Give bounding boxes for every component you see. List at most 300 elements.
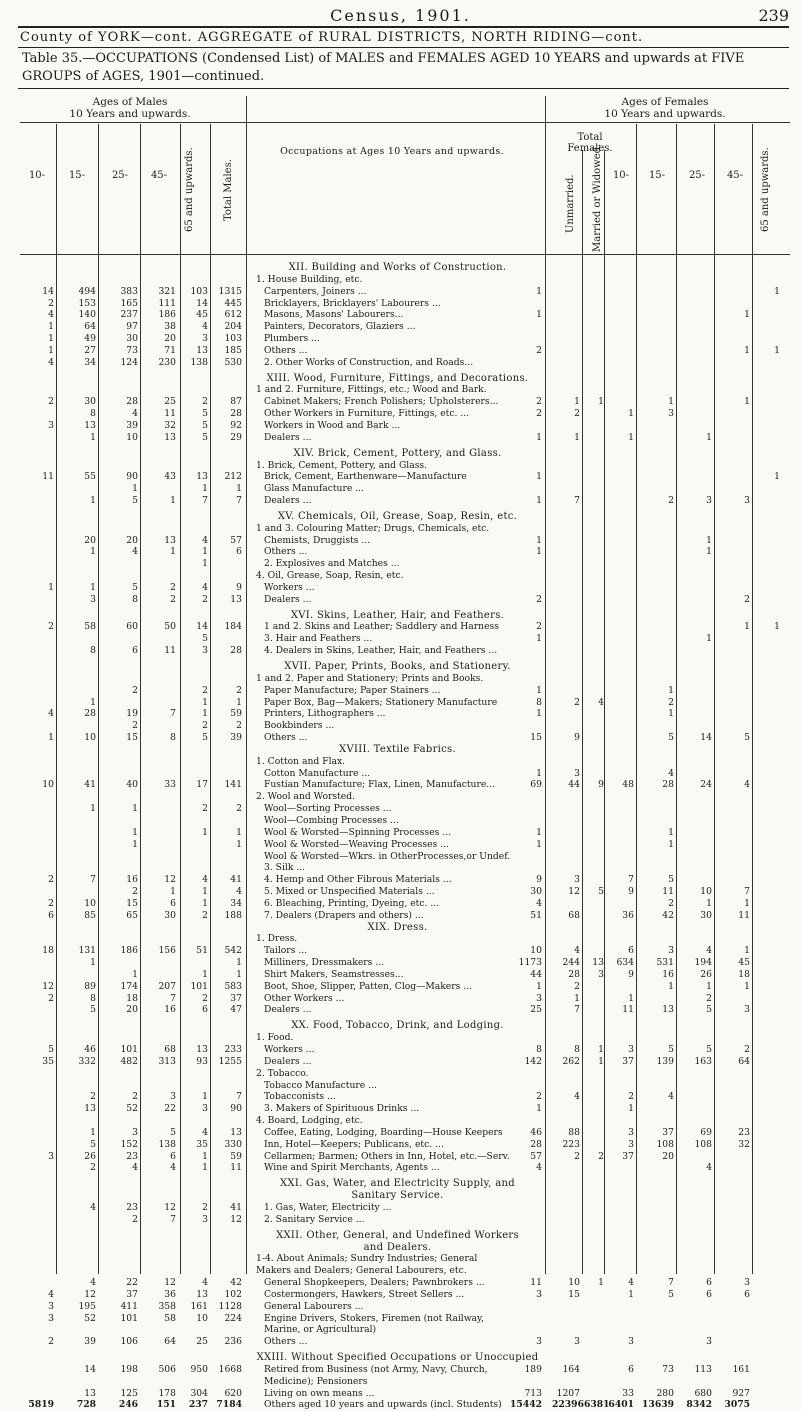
male-age-value: 1	[132, 838, 138, 850]
occupation-label: Others aged 10 years and upwards (incl. Students)	[264, 1399, 502, 1411]
male-age-value: 5	[202, 431, 208, 443]
married-widowed-value: 2	[598, 1150, 604, 1162]
male-age-value: 3	[202, 645, 208, 657]
male-age-value: 2	[202, 593, 208, 605]
total-females-value: 1	[536, 285, 542, 297]
subsection-row	[0, 460, 801, 472]
table-row	[0, 309, 801, 321]
total-females-value: 1	[536, 838, 542, 850]
male-age-value: 13	[84, 419, 96, 431]
male-age-value: 728	[76, 1399, 96, 1411]
table-row	[0, 1044, 801, 1056]
occupation-label: Workers in Wood and Bark ...	[264, 419, 401, 431]
occupation-label: Others ...	[264, 546, 308, 558]
unmarried-value: 3	[574, 767, 580, 779]
female-age-value: 108	[694, 1138, 712, 1150]
female-age-value: 139	[656, 1055, 674, 1067]
male-age-value: 12	[164, 1277, 176, 1289]
occupation-label: Bookbinders ...	[264, 720, 335, 732]
female-age-value: 113	[694, 1363, 712, 1375]
occupation-label: Dealers ...	[264, 431, 312, 443]
table-row	[0, 874, 801, 886]
page-title: Census, 1901.	[330, 6, 471, 25]
unmarried-value: 22396	[552, 1399, 584, 1411]
female-age-value: 4	[706, 1162, 712, 1174]
unmarried-value: 68	[568, 909, 580, 921]
male-age-value: 68	[164, 1044, 176, 1055]
female-age-value: 69	[700, 1126, 712, 1138]
male-age-value: 37	[126, 1288, 138, 1300]
occupation-label: 1 and 3. Colouring Matter; Drugs, Chemicals, etc.	[256, 522, 490, 534]
occupation-label: Boot, Shoe, Slipper, Patten, Clog—Makers ...	[264, 980, 473, 992]
married-widowed-value: 4	[598, 696, 604, 708]
total-females-value: 2	[536, 1091, 542, 1103]
page-number: 239	[758, 6, 789, 25]
male-age-value: 34	[84, 356, 96, 368]
female-age-value: 4	[744, 779, 750, 791]
occupation-label: 4. Board, Lodging, etc.	[256, 1115, 363, 1127]
table-row	[0, 685, 801, 697]
total-males-value: 103	[224, 333, 242, 345]
subsection-row	[0, 1265, 801, 1277]
male-age-value: 1	[132, 968, 138, 980]
table-row	[0, 345, 801, 357]
total-males-value: 1	[236, 957, 242, 969]
male-age-value: 1	[90, 696, 96, 708]
male-age-value: 4	[48, 309, 54, 321]
female-age-value: 6	[628, 945, 634, 957]
male-age-value: 7	[170, 992, 176, 1004]
total-females-value: 1	[536, 767, 542, 779]
occupation-label: Others ...	[264, 1336, 308, 1348]
table-row	[0, 286, 801, 298]
female-age-value: 2	[706, 992, 712, 1004]
male-age-value: 14	[196, 297, 208, 309]
occupation-label: 1. House Building, etc.	[256, 273, 363, 285]
unmarried-value: 15	[568, 1288, 580, 1300]
male-age-value: 58	[164, 1312, 176, 1324]
unmarried-value: 262	[562, 1055, 580, 1067]
table-row	[0, 1289, 801, 1301]
total-males-value: 1	[236, 968, 242, 980]
male-age-value: 7	[170, 708, 176, 720]
occupation-label: 6. Bleaching, Printing, Dyeing, etc. ...	[264, 897, 440, 909]
section-heading-row	[0, 1178, 801, 1190]
male-age-value: 5	[90, 1138, 96, 1150]
total-males-value: 41	[230, 874, 242, 886]
male-age-value: 6	[170, 897, 176, 909]
unmarried-value: 3	[574, 1336, 580, 1348]
female-age-value: 32	[738, 1138, 750, 1150]
male-age-value: 1	[90, 581, 96, 593]
occupation-label: XX. Food, Tobacco, Drink, and Lodging.	[291, 1020, 504, 1032]
section-heading-row	[0, 511, 801, 523]
male-age-value: 195	[78, 1300, 96, 1312]
female-age-value: 161	[732, 1363, 750, 1375]
occupation-label: XXII. Other, General, and Undefined Workers	[276, 1229, 519, 1241]
male-age-value: 20	[164, 333, 176, 345]
male-age-value: 10	[42, 779, 54, 791]
female-age-value: 5	[744, 732, 750, 744]
total-males-value: 6	[236, 546, 242, 558]
occupation-label: Wine and Spirit Merchants, Agents ...	[264, 1162, 440, 1174]
male-age-value: 3	[132, 1126, 138, 1138]
occupation-label: Living on own means ...	[264, 1387, 375, 1399]
unmarried-value: 2	[574, 696, 580, 708]
male-age-value: 482	[120, 1055, 138, 1067]
subsection-row	[0, 1068, 801, 1080]
female-age-value: 7	[668, 1277, 674, 1289]
male-age-value: 1	[90, 803, 96, 815]
total-males-value: 185	[224, 344, 242, 356]
female-age-value: 42	[662, 909, 674, 921]
total-males-value: 34	[230, 897, 242, 909]
occupation-label: Costermongers, Hawkers, Street Sellers ...	[264, 1288, 465, 1300]
table-row	[0, 839, 801, 851]
male-age-value: 321	[158, 285, 176, 297]
occupation-label: Fustian Manufacture; Flax, Linen, Manufacture...	[264, 779, 496, 791]
subsection-row	[0, 933, 801, 945]
total-males-value: 1315	[218, 285, 242, 297]
male-age-value: 8	[90, 992, 96, 1004]
male-age-value: 43	[164, 471, 176, 483]
male-age-value: 22	[164, 1103, 176, 1115]
female-age-value: 1	[744, 344, 750, 356]
male-age-value: 3	[170, 1091, 176, 1103]
male-age-value: 51	[196, 945, 208, 957]
female-age-col-3: 25-	[688, 170, 706, 181]
table-row	[0, 1364, 801, 1376]
unmarried-value: 1207	[556, 1387, 580, 1399]
total-males-value: 9	[236, 581, 242, 593]
female-age-value: 3	[706, 1336, 712, 1348]
table-row	[0, 1056, 801, 1068]
table-row	[0, 408, 801, 420]
occupation-label: Medicine); Pensioners	[264, 1375, 368, 1387]
total-females-value: 11	[530, 1277, 542, 1289]
unmarried-value: 7	[574, 495, 580, 507]
unmarried-value: 223	[562, 1138, 580, 1150]
table-row	[0, 645, 801, 657]
female-age-value: 24	[700, 779, 712, 791]
total-males-value: 7	[236, 1091, 242, 1103]
female-age-value: 16	[662, 968, 674, 980]
female-age-value: 5	[706, 1004, 712, 1016]
total-males-value: 28	[230, 645, 242, 657]
female-age-value: 5	[668, 1044, 674, 1055]
male-age-value: 46	[84, 1044, 96, 1055]
total-females-value: 28	[530, 1138, 542, 1150]
female-age-value: 7	[744, 886, 750, 898]
male-age-value: 3	[202, 333, 208, 345]
male-age-value: 1	[90, 495, 96, 507]
occupation-label: Others ...	[264, 344, 308, 356]
male-age-value: 1	[90, 957, 96, 969]
male-age-value: 2	[132, 886, 138, 898]
female-age-value: 4	[668, 1091, 674, 1103]
table-row	[0, 969, 801, 981]
total-females-value: 1	[536, 471, 542, 483]
total-females-value: 3	[536, 1336, 542, 1348]
subsection-row	[0, 756, 801, 768]
table-row	[0, 594, 801, 606]
male-age-value: 1	[132, 803, 138, 815]
male-age-value: 186	[158, 309, 176, 321]
male-age-value: 7	[170, 1213, 176, 1225]
total-males-value: 59	[230, 708, 242, 720]
total-males-value: 42	[230, 1277, 242, 1289]
male-age-value: 28	[126, 396, 138, 408]
male-age-value: 16	[126, 874, 138, 886]
female-age-value: 20	[662, 1150, 674, 1162]
male-age-value: 8	[90, 408, 96, 420]
table-row	[0, 1004, 801, 1016]
male-age-value: 2	[132, 684, 138, 696]
male-age-value: 304	[190, 1387, 208, 1399]
male-age-value: 1	[132, 826, 138, 838]
female-age-value: 2	[628, 1091, 634, 1103]
total-males-value: 1	[236, 838, 242, 850]
section-heading-row	[0, 1190, 801, 1202]
table-row	[0, 862, 801, 874]
section-heading-row	[0, 661, 801, 673]
female-age-value: 45	[738, 957, 750, 969]
male-age-col-2: 15-	[68, 170, 86, 181]
female-age-value: 1	[706, 633, 712, 645]
male-age-value: 103	[190, 285, 208, 297]
male-age-value: 8	[170, 732, 176, 744]
male-age-value: 5	[132, 581, 138, 593]
unmarried-value: 10	[568, 1277, 580, 1289]
total-females-value: 4	[536, 1162, 542, 1174]
unmarried-value: 4	[574, 945, 580, 957]
male-age-value: 14	[196, 621, 208, 633]
male-age-value: 383	[120, 285, 138, 297]
female-age-value: 3	[628, 1044, 634, 1055]
female-age-value: 4	[628, 1277, 634, 1289]
total-females-value: 2	[536, 396, 542, 408]
male-age-value: 5	[90, 1004, 96, 1016]
male-age-value: 58	[84, 621, 96, 633]
total-males-value: 530	[224, 356, 242, 368]
occupation-label: 3. Makers of Spirituous Drinks ...	[264, 1103, 420, 1115]
total-females-value: 1	[536, 708, 542, 720]
female-age-value: 531	[656, 957, 674, 969]
subsection-row	[0, 1115, 801, 1127]
female-age-value: 28	[662, 779, 674, 791]
occupation-label: Workers ...	[264, 581, 315, 593]
total-males-value: 184	[224, 621, 242, 633]
table-title: Table 35.—OCCUPATIONS (Condensed List) of MALES and FEMALES AGED 10 YEARS and upwards at FIVE GROUPS of AGES, 1901—continued.	[22, 51, 745, 84]
total-males-value: 236	[224, 1336, 242, 1348]
male-age-value: 33	[164, 779, 176, 791]
unmarried-value: 7	[574, 1004, 580, 1016]
occupation-label: Glass Manufacture ...	[264, 483, 364, 495]
occupation-label: Wool & Worsted—Wkrs. in OtherProcesses,or Undef.	[264, 850, 511, 862]
occupation-label: Others ...	[264, 732, 308, 744]
section-heading-row	[0, 262, 801, 274]
male-age-value: 23	[126, 1150, 138, 1162]
total-males-value: 212	[224, 471, 242, 483]
subsection-row	[0, 570, 801, 582]
female-age-value: 1	[706, 897, 712, 909]
male-age-value: 73	[126, 344, 138, 356]
male-age-value: 1	[48, 581, 54, 593]
occupation-label: Sanitary Service.	[351, 1190, 444, 1202]
male-age-value: 12	[164, 874, 176, 886]
female-age-value: 33	[622, 1387, 634, 1399]
male-age-value: 1	[202, 696, 208, 708]
female-age-value: 1	[628, 992, 634, 1004]
female-age-value: 634	[616, 957, 634, 969]
male-age-value: 2	[48, 396, 54, 408]
male-age-value: 6	[170, 1150, 176, 1162]
occupation-label: 4. Oil, Grease, Soap, Resin, etc.	[256, 570, 404, 582]
male-age-value: 207	[158, 980, 176, 992]
occupation-label: XXI. Gas, Water, and Electricity Supply, and	[280, 1178, 515, 1190]
female-age-value: 7	[628, 874, 634, 886]
female-age-value: 4	[706, 945, 712, 957]
total-females-value: 1	[536, 495, 542, 507]
male-age-value: 2	[48, 992, 54, 1004]
male-age-value: 14	[84, 1363, 96, 1375]
occupation-label: Coffee, Eating, Lodging, Boarding—House Keepers	[264, 1126, 503, 1138]
table-row	[0, 483, 801, 495]
male-age-value: 12	[84, 1288, 96, 1300]
male-age-value: 506	[158, 1363, 176, 1375]
male-age-value: 32	[164, 419, 176, 431]
male-age-value: 174	[120, 980, 138, 992]
female-age-value: 9	[628, 968, 634, 980]
male-age-value: 2	[48, 897, 54, 909]
total-males-value: 620	[224, 1387, 242, 1399]
male-age-value: 4	[48, 1288, 54, 1300]
section-heading-row	[0, 373, 801, 385]
male-age-value: 27	[84, 344, 96, 356]
occupation-label: Makers and Dealers; General Labourers, etc.	[256, 1265, 467, 1277]
female-age-value: 48	[622, 779, 634, 791]
male-age-value: 4	[132, 1162, 138, 1174]
male-age-value: 38	[164, 321, 176, 333]
married-widowed-value: 9	[598, 779, 604, 791]
total-males-value: 7	[236, 495, 242, 507]
married-widowed-value: 1	[598, 1044, 604, 1055]
total-males-value: 87	[230, 396, 242, 408]
occupation-label: Other Workers ...	[264, 992, 345, 1004]
male-age-value: 11	[42, 471, 54, 483]
occupation-label: Painters, Decorators, Glaziers ...	[264, 321, 416, 333]
male-age-value: 4	[202, 1126, 208, 1138]
male-age-value: 237	[188, 1399, 208, 1411]
female-age-value: 37	[622, 1055, 634, 1067]
male-age-value: 152	[120, 1138, 138, 1150]
male-age-value: 13	[196, 471, 208, 483]
section-heading-row	[0, 1020, 801, 1032]
occupation-label: 1. Dress.	[256, 933, 298, 945]
female-age-value: 1	[668, 684, 674, 696]
table-row	[0, 298, 801, 310]
occupation-label: Wool—Sorting Processes ...	[264, 803, 392, 815]
table-row	[0, 898, 801, 910]
total-females-value: 15442	[510, 1399, 542, 1411]
married-widowed-value: 5	[598, 886, 604, 898]
female-age-value: 3	[744, 1004, 750, 1016]
female-age-value: 2	[744, 593, 750, 605]
occupation-label: Carpenters, Joiners ...	[264, 285, 367, 297]
occupation-label: 4. Dealers in Skins, Leather, Hair, and Feathers ...	[264, 645, 498, 657]
total-females-value: 25	[530, 1004, 542, 1016]
female-age-value: 18	[738, 968, 750, 980]
section-heading-row	[0, 922, 801, 934]
table-row	[0, 558, 801, 570]
unmarried-value: 4	[574, 1091, 580, 1103]
male-age-value: 8	[132, 593, 138, 605]
occupation-label: 1 and 2. Paper and Stationery; Prints and Books.	[256, 672, 484, 684]
female-age-value: 927	[732, 1387, 750, 1399]
total-males-value: 224	[224, 1312, 242, 1324]
male-age-value: 13	[196, 344, 208, 356]
male-age-value: 14	[42, 285, 54, 297]
subsection-row	[0, 523, 801, 535]
subheader: County of YORK—cont. AGGREGATE of RURAL DISTRICTS, NORTH RIDING—cont.	[20, 30, 644, 45]
occupations-table	[0, 262, 801, 1411]
male-age-value: 1	[48, 333, 54, 345]
total-females-value: 57	[530, 1150, 542, 1162]
female-age-value: 1	[706, 546, 712, 558]
occupation-label: XVI. Skins, Leather, Hair, and Feathers.	[290, 609, 505, 621]
male-age-value: 4	[202, 874, 208, 886]
total-males-value: 13	[230, 1126, 242, 1138]
total-males-value: 1	[236, 826, 242, 838]
table-row	[0, 779, 801, 791]
male-age-value: 125	[120, 1387, 138, 1399]
male-age-value: 52	[126, 1103, 138, 1115]
male-age-value: 358	[158, 1300, 176, 1312]
male-age-value: 101	[190, 980, 208, 992]
total-males-value: 11	[230, 1162, 242, 1174]
female-age-value: 3	[744, 495, 750, 507]
occupation-label: 1 and 2. Furniture, Fittings, etc.; Wood and Bark.	[256, 384, 487, 396]
table-row	[0, 1091, 801, 1103]
total-females-value: 44	[530, 968, 542, 980]
table-row	[0, 957, 801, 969]
married-widowed-value: 1	[598, 396, 604, 408]
occupation-label: Tailors ...	[264, 945, 308, 957]
table-row	[0, 993, 801, 1005]
occupation-label: Dealers ...	[264, 495, 312, 507]
section-heading-row	[0, 1230, 801, 1242]
table-row	[0, 851, 801, 863]
male-age-col-5: 65 and upwards.	[184, 147, 195, 233]
occupation-label: Tobacco Manufacture ...	[264, 1079, 377, 1091]
male-age-col-1: 10-	[28, 170, 46, 181]
male-age-value: 89	[84, 980, 96, 992]
total-females-value: 2	[536, 408, 542, 420]
total-males-value: 47	[230, 1004, 242, 1016]
total-females-value: 2	[536, 593, 542, 605]
unmarried-value: 2	[574, 1150, 580, 1162]
male-age-value: 2	[48, 621, 54, 633]
male-age-value: 3	[202, 1213, 208, 1225]
total-males-value: 92	[230, 419, 242, 431]
unmarried-value: 9	[574, 732, 580, 744]
occupation-label: 2. Sanitary Service ...	[264, 1213, 365, 1225]
female-age-value: 8342	[686, 1399, 712, 1411]
table-row	[0, 621, 801, 633]
male-age-value: 93	[196, 1055, 208, 1067]
occupation-label: 4. Hemp and Other Fibrous Materials ...	[264, 874, 452, 886]
total-females-value: 142	[524, 1055, 542, 1067]
